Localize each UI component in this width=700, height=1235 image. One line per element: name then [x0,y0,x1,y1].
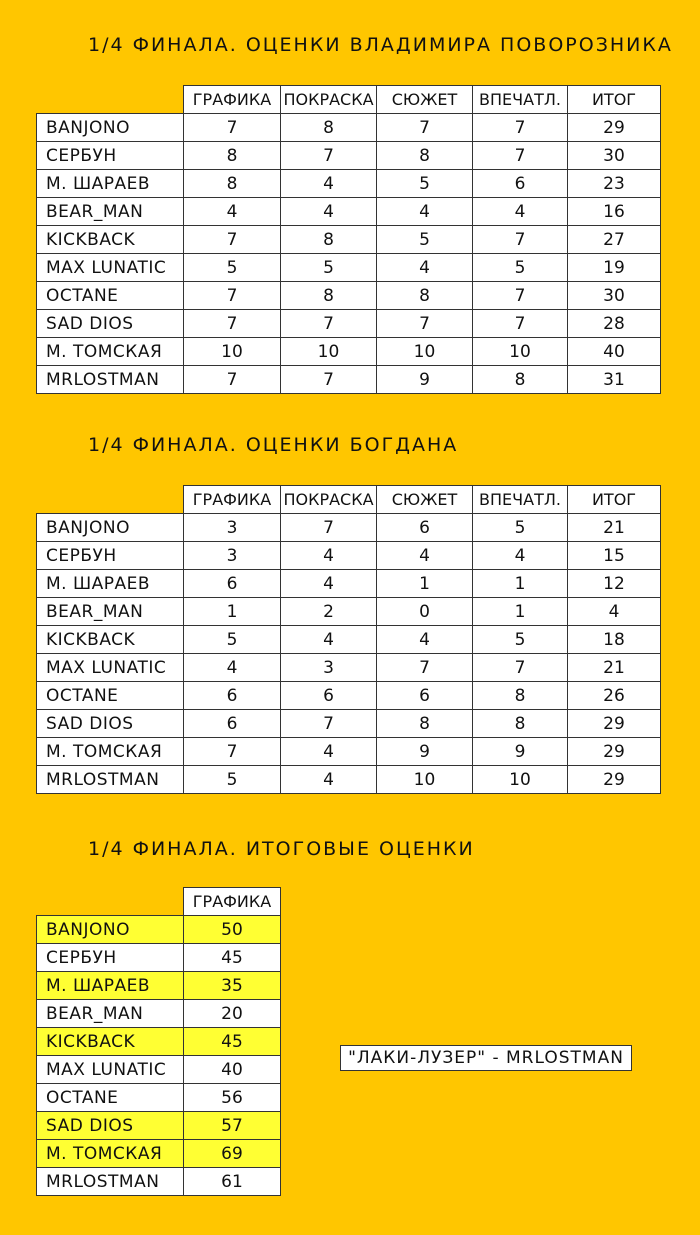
score-cell: 23 [568,170,661,198]
score-cell: 7 [473,654,568,682]
score-cell: 3 [184,514,281,542]
score-cell: 7 [184,366,281,394]
column-header: ПОКРАСКА [281,86,377,114]
score-cell: 4 [281,766,377,794]
score-cell: 7 [281,514,377,542]
score-cell: 15 [568,542,661,570]
column-header: ИТОГ [568,86,661,114]
table-row [37,310,661,338]
participant-name: MRLOSTMAN [37,1168,184,1196]
score-cell: 45 [184,1028,281,1056]
participant-name: СЕРБУН [37,142,184,170]
participant-name: СЕРБУН [37,944,184,972]
table-row [37,114,661,142]
participant-name: М. ШАРАЕВ [37,570,184,598]
score-cell: 29 [568,738,661,766]
header-row [37,888,281,916]
table-row [37,570,661,598]
score-cell: 7 [473,114,568,142]
score-cell: 7 [184,310,281,338]
score-cell: 35 [184,972,281,1000]
participant-name: SAD DIOS [37,310,184,338]
score-cell: 4 [184,654,281,682]
score-cell: 29 [568,766,661,794]
score-cell: 8 [184,170,281,198]
score-cell: 7 [184,114,281,142]
score-cell: 7 [184,226,281,254]
participant-name: М. ТОМСКАЯ [37,738,184,766]
score-cell: 40 [568,338,661,366]
score-cell: 7 [281,310,377,338]
score-cell: 30 [568,282,661,310]
lucky-loser-note: "ЛАКИ-ЛУЗЕР" - MRLOSTMAN [340,1045,632,1071]
score-cell: 3 [184,542,281,570]
score-cell: 5 [473,514,568,542]
score-cell: 7 [281,142,377,170]
participant-name: KICKBACK [37,226,184,254]
table-row [37,916,281,944]
score-cell: 8 [377,710,473,738]
score-cell: 7 [473,226,568,254]
table-row [37,542,661,570]
final-score-table [36,887,281,1196]
column-header: ВПЕЧАТЛ. [473,86,568,114]
score-cell: 8 [281,114,377,142]
table-row [37,766,661,794]
section-2-score-table [36,485,661,794]
score-cell: 40 [184,1056,281,1084]
table-row [37,1028,281,1056]
score-cell: 1 [473,570,568,598]
score-cell: 5 [281,254,377,282]
participant-name: М. ТОМСКАЯ [37,1140,184,1168]
section-3-title: 1/4 ФИНАЛА. ИТОГОВЫЕ ОЦЕНКИ [88,838,475,860]
participant-name: BEAR_MAN [37,198,184,226]
score-cell: 31 [568,366,661,394]
table-row [37,1056,281,1084]
table-row [37,198,661,226]
score-cell: 1 [473,598,568,626]
score-cell: 5 [184,766,281,794]
score-cell: 21 [568,654,661,682]
score-cell: 4 [377,254,473,282]
header-row [37,486,661,514]
column-header: ВПЕЧАТЛ. [473,486,568,514]
header-blank-cell [37,486,184,514]
score-cell: 29 [568,710,661,738]
score-cell: 8 [377,142,473,170]
table-row [37,598,661,626]
column-header: ПОКРАСКА [281,486,377,514]
participant-name: OCTANE [37,282,184,310]
table-row [37,1000,281,1028]
participant-name: KICKBACK [37,626,184,654]
table-row [37,972,281,1000]
score-cell: 7 [377,310,473,338]
score-cell: 3 [281,654,377,682]
score-cell: 7 [184,282,281,310]
score-cell: 18 [568,626,661,654]
score-cell: 10 [184,338,281,366]
score-cell: 7 [377,654,473,682]
score-cell: 1 [184,598,281,626]
score-cell: 8 [377,282,473,310]
score-cell: 7 [473,310,568,338]
score-cell: 6 [377,514,473,542]
score-cell: 7 [184,738,281,766]
score-cell: 8 [281,282,377,310]
score-cell: 8 [473,366,568,394]
participant-name: BANJONO [37,916,184,944]
score-cell: 4 [281,542,377,570]
table-row [37,1140,281,1168]
participant-name: М. ТОМСКАЯ [37,338,184,366]
score-cell: 69 [184,1140,281,1168]
score-cell: 4 [568,598,661,626]
participant-name: СЕРБУН [37,542,184,570]
score-cell: 5 [473,626,568,654]
participant-name: SAD DIOS [37,1112,184,1140]
score-cell: 50 [184,916,281,944]
table-row [37,738,661,766]
table-row [37,282,661,310]
participant-name: MAX LUNATIC [37,654,184,682]
score-cell: 5 [377,226,473,254]
table-row [37,654,661,682]
score-cell: 4 [377,198,473,226]
score-cell: 20 [184,1000,281,1028]
score-cell: 45 [184,944,281,972]
score-cell: 7 [473,142,568,170]
table-row [37,226,661,254]
score-cell: 4 [377,626,473,654]
score-cell: 7 [281,366,377,394]
score-cell: 10 [377,338,473,366]
score-cell: 12 [568,570,661,598]
section-2-title: 1/4 ФИНАЛА. ОЦЕНКИ БОГДАНА [88,434,459,456]
participant-name: М. ШАРАЕВ [37,170,184,198]
score-cell: 5 [473,254,568,282]
score-cell: 4 [473,542,568,570]
score-cell: 6 [473,170,568,198]
score-cell: 10 [281,338,377,366]
score-cell: 6 [184,710,281,738]
score-cell: 21 [568,514,661,542]
score-cell: 4 [184,198,281,226]
score-cell: 9 [377,366,473,394]
score-cell: 7 [377,114,473,142]
section-1-title: 1/4 ФИНАЛА. ОЦЕНКИ ВЛАДИМИРА ПОВОРОЗНИКА [88,34,673,56]
table-row [37,1112,281,1140]
column-header: ГРАФИКА [184,888,281,916]
score-cell: 4 [473,198,568,226]
score-cell: 4 [281,570,377,598]
score-cell: 1 [377,570,473,598]
score-cell: 8 [184,142,281,170]
table-row [37,338,661,366]
header-blank-cell [37,888,184,916]
score-cell: 5 [377,170,473,198]
score-cell: 5 [184,626,281,654]
score-cell: 56 [184,1084,281,1112]
header-blank-cell [37,86,184,114]
score-cell: 6 [281,682,377,710]
score-cell: 7 [281,710,377,738]
score-cell: 4 [281,170,377,198]
score-cell: 27 [568,226,661,254]
column-header: ИТОГ [568,486,661,514]
header-row [37,86,661,114]
score-cell: 10 [377,766,473,794]
table-row [37,944,281,972]
participant-name: MRLOSTMAN [37,366,184,394]
score-cell: 19 [568,254,661,282]
participant-name: OCTANE [37,682,184,710]
table-row [37,254,661,282]
table-row [37,170,661,198]
participant-name: MRLOSTMAN [37,766,184,794]
score-cell: 4 [281,738,377,766]
participant-name: BEAR_MAN [37,598,184,626]
score-cell: 10 [473,766,568,794]
table-row [37,1168,281,1196]
score-cell: 28 [568,310,661,338]
score-cell: 8 [281,226,377,254]
section-1-score-table [36,85,661,394]
score-cell: 61 [184,1168,281,1196]
score-cell: 7 [473,282,568,310]
table-row [37,682,661,710]
table-row [37,626,661,654]
score-cell: 10 [473,338,568,366]
table-row [37,710,661,738]
score-cell: 4 [377,542,473,570]
score-cell: 9 [377,738,473,766]
participant-name: BANJONO [37,114,184,142]
table-row [37,514,661,542]
participant-name: MAX LUNATIC [37,1056,184,1084]
score-cell: 57 [184,1112,281,1140]
participant-name: SAD DIOS [37,710,184,738]
participant-name: KICKBACK [37,1028,184,1056]
participant-name: OCTANE [37,1084,184,1112]
table-row [37,1084,281,1112]
score-cell: 8 [473,710,568,738]
score-cell: 16 [568,198,661,226]
score-cell: 2 [281,598,377,626]
participant-name: BEAR_MAN [37,1000,184,1028]
participant-name: М. ШАРАЕВ [37,972,184,1000]
score-cell: 5 [184,254,281,282]
column-header: ГРАФИКА [184,86,281,114]
score-cell: 4 [281,198,377,226]
score-cell: 29 [568,114,661,142]
score-cell: 6 [184,570,281,598]
score-cell: 4 [281,626,377,654]
column-header: СЮЖЕТ [377,486,473,514]
column-header: СЮЖЕТ [377,86,473,114]
score-cell: 6 [184,682,281,710]
score-cell: 9 [473,738,568,766]
score-cell: 0 [377,598,473,626]
score-cell: 8 [473,682,568,710]
participant-name: MAX LUNATIC [37,254,184,282]
column-header: ГРАФИКА [184,486,281,514]
score-cell: 6 [377,682,473,710]
table-row [37,366,661,394]
table-row [37,142,661,170]
score-cell: 30 [568,142,661,170]
score-cell: 26 [568,682,661,710]
participant-name: BANJONO [37,514,184,542]
